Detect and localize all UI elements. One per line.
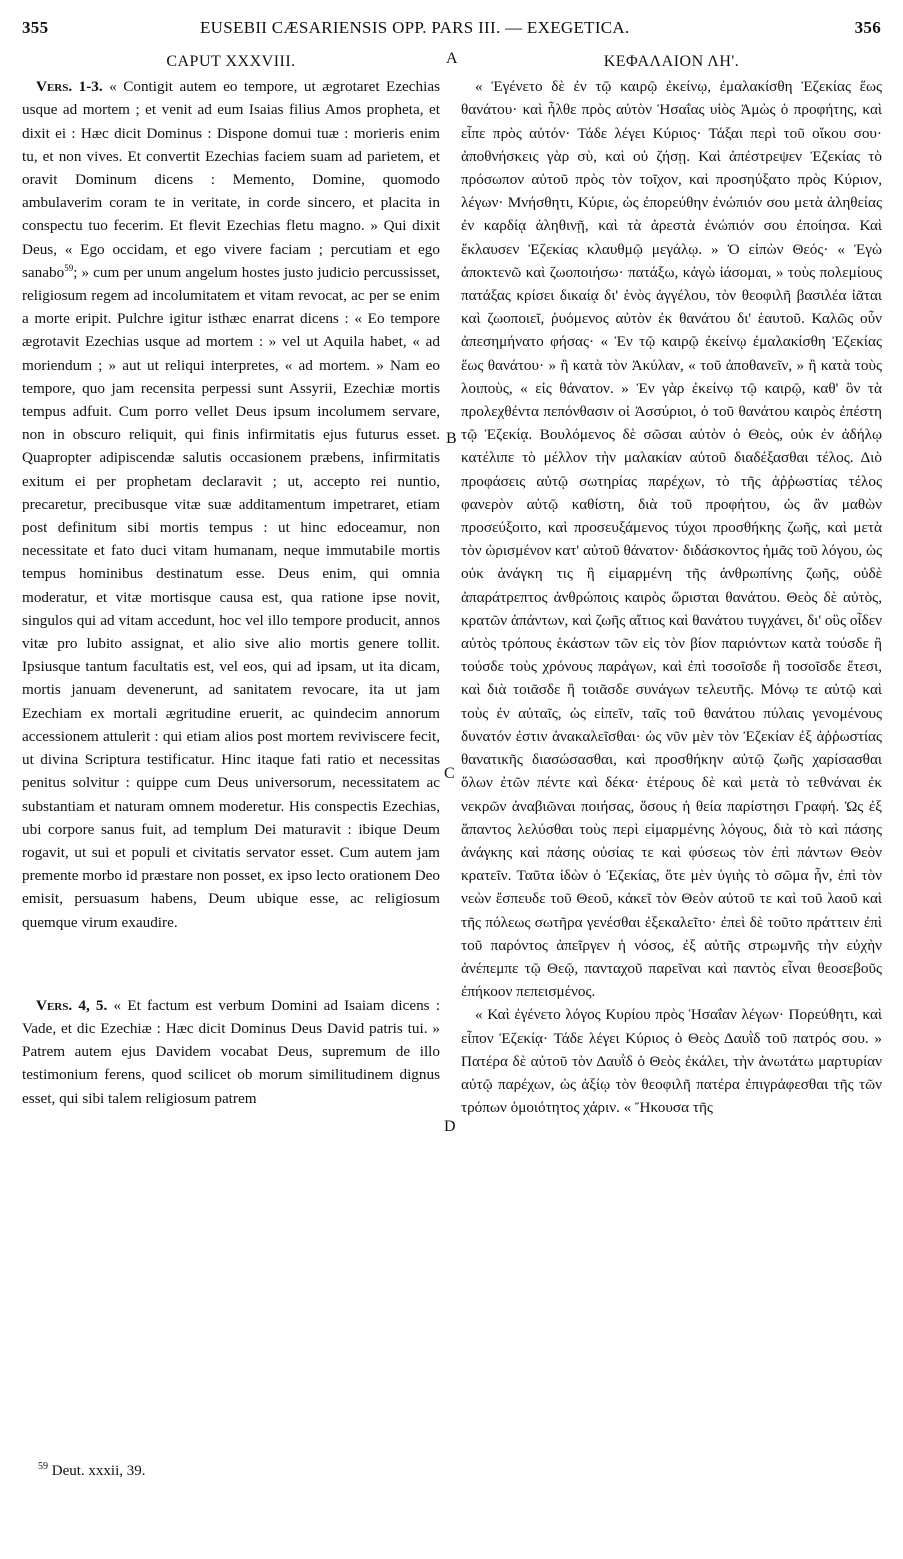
- footnote-text: Deut. xxxii, 39.: [51, 1463, 146, 1479]
- latin-paragraph-1: [22, 75, 440, 934]
- latin-text-continued: ; » cum per unum angelum hostes justo judicio percussisset, religiosum regem ad incolumitatem et vitam revocat, ac per se enim a morte eripit. Pulchre igitur isthæc enarrat dicens : « Eo tempore ægrotavit Ezechias usque ad mortem : » vel ut Aquila habet, « ad moriendum ; » aut ut reliqui interpretes, « ad mortem. » Nam eo tempore, quo jam recensita perpessi sunt Assyrii, Ezechiæ mortis tempus adfuit. Cum porro vellet Deus ipsum incolumem servare, non in obscuro reliquit, qui finis infirmitatis ejus futurus esset. Quapropter adipiscendæ salutis occasionem præbens, infirmitatis exitum ei per prophetam declaravit ; ut, accepto rei nuntio, precaretur, precibusque vitæ suæ additamentum impetraret, etiam post definitum sibi mortis tempus : ut hinc edoceamur, non necessitate et fato duci vitam humanam, neque immutabile mortis tempus hominibus destinatum esse. Deus enim, qui omnia moderatur, et vitæ mortisque causa est, qua ratione ipse novit, singulos qui ad vitam accedunt, hoc vel illo tempore producit, annos vitæ pro lubito assignat, et alio sive alio mortis genere tollit. Ipsiusque tantum facultatis est, vel eos, qui ad ipsam, ut ita dicam, mortis januam devenerunt, ad sanitatem revocare, ita ut jam Ezechiam ex mortali ægritudine eruerit, ac quindecim annorum accessionem attulerit : qui etiam alios post mortem reviviscere fecit, ut divina Scriptura testificatur. Hinc itaque fati ratio et necessitas penitus solvitur : quippe cum Deus universorum, necessitatem ac substantiam et naturam omnem moderetur. His conspectis Ezechias, ubi corpore sanus fuit, ad templum Dei maturavit : ibique Deum rogavit, ut sui et populi et civitatis servator esset. Cum autem jam premente morbo id præstare non posset, ex ipso lecto orationem Deo emisit, persuasum habens, Deum ubique esse, ac religiosum quemque virum exaudire.: [22, 263, 440, 931]
- latin-text: « Et factum est verbum Domini ad Isaiam dicens : Vade, et dic Ezechiæ : Hæc dicit Dominus Deus David patris tui. » Patrem autem ejus Davidem vocabat Deus, supremum de illo testimonium ferens, quod scilicet ob morum similitudinem dignus esset, qui sibi talem religiosum patrem: [22, 996, 441, 1107]
- running-head: [0, 18, 903, 40]
- greek-column: [461, 50, 882, 1119]
- margin-letter-c: C: [444, 765, 455, 782]
- margin-letter-a: A: [446, 50, 458, 67]
- margin-letter-d: D: [444, 1118, 456, 1135]
- footnote-reference: 59: [64, 262, 74, 273]
- footnote: [38, 1463, 146, 1480]
- latin-column: [22, 50, 440, 1110]
- page-number-left: 355: [22, 18, 49, 37]
- latin-text: « Contigit autem eo tempore, ut ægrotaret Ezechias usque ad mortem ; et venit ad eum Isaias filius Amos propheta, et dixit ei : Hæc dicit Dominus : Dispone domui tuæ : morieris enim tu, et non vives. Et convertit Ezechias faciem suam ad parietem, et oravit Dominum dicens : Memento, Domine, quomodo ambulaverim coram te in veritate, in corde sincero, et placita in conspectu tuo fecerim. Et flevit Ezechias fletu magno. » Qui dixit Deus, « Ego occidam, et ego vivere faciam ; percutiam et ego sanabo: [22, 78, 441, 281]
- greek-chapter-heading: ΚΕΦΑΛΑΙΟΝ ΛΗ'.: [603, 53, 740, 70]
- running-head-title: EUSEBII CÆSARIENSIS OPP. PARS III. — EXEGETICA.: [200, 18, 630, 37]
- greek-paragraph-1: « Ἐγένετο δὲ ἐν τῷ καιρῷ ἐκείνῳ, ἐμαλακίσθη Ἐζεκίας ἕως θανάτου· καὶ ἦλθε πρὸς αὐτὸν Ἡσαΐας υἱὸς Ἀμὼς ὁ προφήτης, καὶ εἶπε πρὸς αὐτόν· Τάδε λέγει Κύριος· Τάξαι περὶ τοῦ οἴκου σου· ἀποθνήσκεις γὰρ σὺ, καὶ οὐ ζήσῃ. Καὶ ἀπέστρεψεν Ἐζεκίας τὸ πρόσωπον αὐτοῦ πρὸς τὸν τοῖχον, καὶ προσηύξατο πρὸς Κύριον, λέγων· Μνήσθητι, Κύριε, ὡς ἐπορεύθην ἐνώπιόν σου μετὰ ἀληθείας ἐν καρδίᾳ ἀληθινῇ, καὶ τὰ ἀρεστὰ ἐνώπιόν σου ἐποίησα. Καὶ ἔκλαυσεν Ἐζεκίας κλαυθμῷ μεγάλῳ. » Ὁ εἰπὼν Θεός· « Ἐγὼ ἀποκτενῶ καὶ ζωοποιήσω· πατάξω, κἀγὼ ἰάσομαι, » τοὺς πολεμίους πατάξας κρίσει δικαίᾳ δι' ἑνὸς ἀγγέλου, τὸν θεοφιλῆ βασιλέα ἰᾶται καὶ ζωοποιεῖ, ῥυόμενος αὐτὸν ἐκ θανάτου δι' ἑαυτοῦ. Καλῶς οὖν ἀπεσημήνατο φήσας· « Ἐν τῷ καιρῷ ἐκείνῳ ἐμαλακίσθη Ἐζεκίας ἕως θανάτου· » ἢ κατὰ τὸν Ἀκύλαν, « τοῦ ἀποθανεῖν, » ἢ κατὰ τοὺς λοιποὺς, « εἰς θάνατον. » Ἐν γὰρ ἐκείνῳ τῷ καιρῷ, καθ' ὃν τὰ προλεχθέντα πεπόνθασιν οἱ Ἀσσύριοι, ὁ τοῦ θανάτου καιρὸς ἐπέστη τῷ Ἐζεκίᾳ. Βουλόμενος δὲ σῶσαι αὐτὸν ὁ Θεὸς, οὐκ ἐν ἀδήλῳ κατέλιπε τὸ μέλλον τὴν μαλακίαν αὐτοῦ διαδέξασθαι τέλος. Διὸ προφάσεις αὐτῷ σωτηρίας παρέχων, τὸ τῆς ἀῤῥωστίας τέλος φανερὸν αὐτῷ καθίστη, διὰ τοῦ προφήτου, ὡς ἂν μαθὼν προσεύξοιτο, καὶ προσευξάμενος τύχοι προσθήκης ζωῆς, καὶ μετὰ τὸν ὡρισμένον κατ' αὐτοῦ θάνατον· διδάσκοντος ἡμᾶς τοῦ λόγου, ὡς οὐκ ἀνάγκη τις ἢ εἱμαρμένη τῆς ἀνθρωπίνης ζωῆς, οὐδὲ ἀπαράτρεπτος ἀνθρώποις καιρὸς ὥρισται θανάτου. Θεὸς δὲ αὐτὸς, κρατῶν ἁπάντων, καὶ ζωῆς αἴτιος καὶ θανάτου τυγχάνει, δι' οὓς οἶδεν αὐτὸς τρόπους ἑκάστων τῶν εἰς τὸν βίον παριόντων κατὰ τούσδε ἢ τούσδε τοὺς χρόνους παράγων, καὶ ἐπὶ τοσοῖσδε ἢ τοσοῖσδε ἔτεσι, καὶ διὰ τοιᾶσδε ἢ τοιᾶσδε συνάγων τελευτῆς. Μόνῳ τε αὐτῷ καὶ τοὺς ἐν αὐταῖς, ὡς εἰπεῖν, ταῖς τοῦ θανάτου πύλαις γενομένους δυνατόν ἐστιν ἀνακαλεῖσθαι· ὡς νῦν μὲν τὸν Ἐζεκίαν ἐξ ἀῤῥωστίας θανατικῆς διασώσασθαι, καὶ προσθήκην αὐτῷ ζωῆς χαρίσασθαι ὅλων ἐτῶν πέντε καὶ δέκα· ἑτέρους δὲ καὶ μετὰ τὸ τεθνάναι ἐκ νεκρῶν ἀναβιῶναι ποιήσας, ὅσους ἡ θεία παρίστησι Γραφή. Ὡς ἐξ ἅπαντος λελύσθαι τοὺς περὶ εἱμαρμένης λόγους, διὰ τὸ καὶ πάσης ἀνάγκης καὶ πάσης οὐσίας τε καὶ φύσεως τὸν ἐπὶ πάντων Θεὸν κρατεῖν. Ταῦτα ἰδὼν ὁ Ἐζεκίας, ὅτε μὲν ὑγιὴς τὸ σῶμα ἦν, ἐπὶ τὸν νεὼν ἔσπευδε τοῦ Θεοῦ, κἀκεῖ τὸν Θεὸν αὐτοῦ τε καὶ τοῦ λαοῦ καὶ τῆς πόλεως σωτῆρα γενέσθαι ἐξεκαλεῖτο· ἐπεὶ δὲ τοῦτο πράττειν ἐπὶ τοῦ παρόντος ἀπεῖργεν ἡ νόσος, ἐξ αὐτῆς στρωμνῆς τὴν εὐχὴν ἀνέπεμπε τῷ Θεῷ, πανταχοῦ παρεῖναι καὶ παντὸς εἶναι θεοσεβοῦς ἐπήκοον πεπεισμένος.: [461, 78, 883, 1001]
- verse-reference: Vers. 1-3.: [36, 78, 103, 96]
- footnote-mark: 59: [38, 1461, 48, 1472]
- margin-letter-b: B: [446, 430, 457, 447]
- latin-paragraph-2: [22, 994, 440, 1110]
- page-number-right: 356: [854, 18, 881, 37]
- greek-paragraph-2: « Καὶ ἐγένετο λόγος Κυρίου πρὸς Ἡσαΐαν λέγων· Πορεύθητι, καὶ εἶπον Ἐζεκίᾳ· Τάδε λέγει Κύριος ὁ Θεὸς Δαυῒδ τοῦ πατρός σου. » Πατέρα δὲ αὐτοῦ τὸν Δαυῒδ ὁ Θεὸς ἐκάλει, τὴν ἀνωτάτω μαρτυρίαν αὐτῷ παρέχων, ὡς ἀξίῳ τὸν θεοφιλῆ πατέρα ἐπιγράφεσθαι τῆς τῶν τρόπων ὁμοιότητος χάριν. « Ἤκουσα τῆς: [461, 1006, 882, 1117]
- verse-reference: Vers. 4, 5.: [36, 996, 108, 1014]
- latin-chapter-heading: CAPUT XXXVIII.: [166, 53, 296, 70]
